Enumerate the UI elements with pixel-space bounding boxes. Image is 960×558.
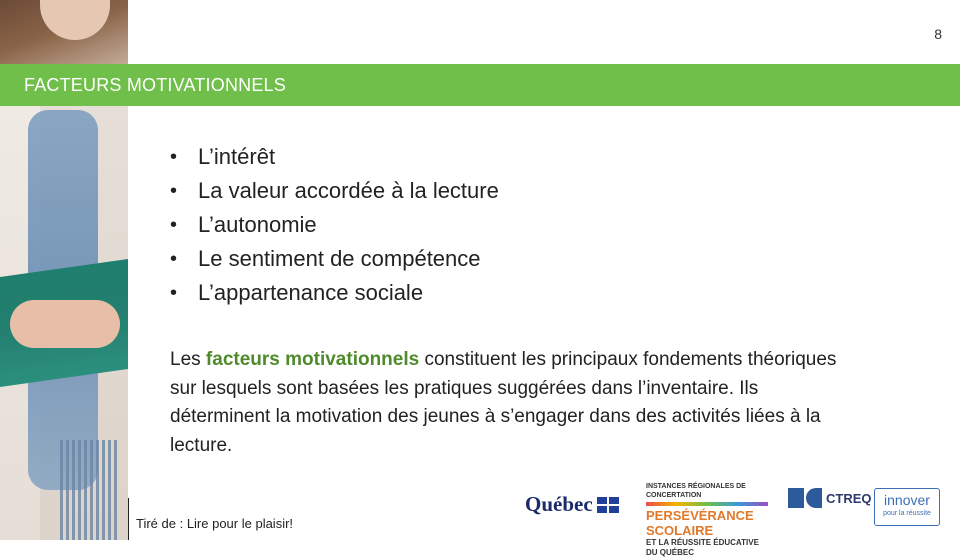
ctreq-logo [788,488,872,508]
list-item: • La valeur accordée à la lecture [170,174,499,208]
section-header-bar [0,64,960,106]
irc-logo-line1: INSTANCES RÉGIONALES DE CONCERTATION [646,483,746,499]
irc-perseverance-logo [646,482,768,558]
photo-hand [10,300,120,348]
innover-logo [874,488,940,526]
irc-color-stripe [646,502,768,506]
quebec-flag-icon [597,497,619,513]
irc-logo-line3: ET LA RÉUSSITE ÉDUCATIVE DU QUÉBEC [646,538,759,557]
section-title: FACTEURS MOTIVATIONNELS [24,74,286,95]
list-item: • Le sentiment de compétence [170,242,499,276]
body-paragraph [170,346,850,460]
quebec-logo [525,492,619,517]
ctreq-logo-text: CTREQ [826,490,872,506]
photo-scarf-fringe [60,440,120,540]
list-item: • L’intérêt [170,140,499,174]
bullet-list [170,140,499,310]
paragraph-prefix: Les [170,349,206,370]
ctreq-mark-icon [788,488,822,508]
list-item: • L’appartenance sociale [170,276,499,310]
source-credit: Tiré de : Lire pour le plaisir! [136,516,294,531]
irc-logo-line2: PERSÉVÉRANCE SCOLAIRE [646,508,754,538]
quebec-logo-text: Québec [525,492,593,516]
paragraph-highlight: facteurs motivationnels [205,349,420,370]
list-item: • L’autonomie [170,208,499,242]
innover-logo-subtext: pour la réussite [883,510,931,517]
paragraph-suffix: constituent les principaux fondements théoriques sur lesquels sont basées les pratiques suggérées dans l’inventaire. Ils déterminent la motivation des jeunes à s’engager dans des activités liées à la lecture. [170,349,837,456]
innover-logo-text: innover [884,492,930,508]
page-number: 8 [934,26,942,42]
